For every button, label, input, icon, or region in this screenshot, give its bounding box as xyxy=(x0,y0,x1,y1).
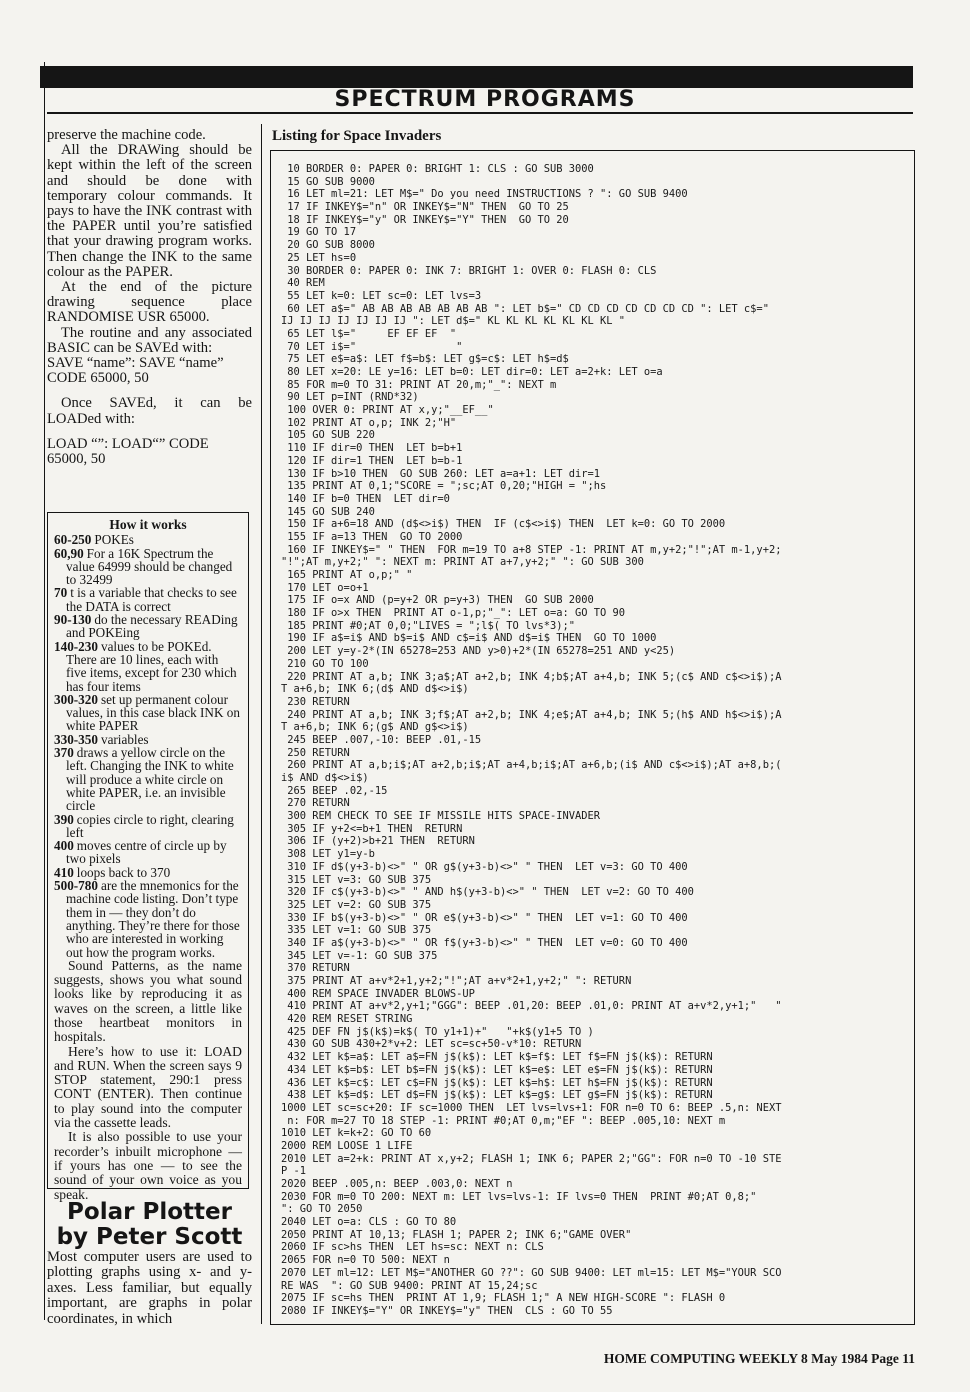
line-range: 400 xyxy=(54,838,74,854)
code-line: 110 IF dir=0 THEN LET b=b+1 xyxy=(281,442,463,455)
page-footer: HOME COMPUTING WEEKLY 8 May 1984 Page 11 xyxy=(603,1351,915,1366)
code-line: 2010 LET a=2+k: PRINT AT x,y+2; FLASH 1; INK 6; PAPER 2;"GG": FOR n=0 TO -10 STE xyxy=(281,1152,782,1165)
how-it-works-item xyxy=(54,533,242,546)
how-it-works-item xyxy=(54,586,242,613)
code-line: 345 LET v=-1: GO SUB 375 xyxy=(281,949,438,962)
line-description: do the necessary READing and POKEing xyxy=(66,612,238,641)
code-line: 160 IF INKEY$=" " THEN FOR m=19 TO a+8 STEP -1: PRINT AT m,y+2;"!";AT m-1,y+2; xyxy=(281,543,782,556)
how-it-works-item xyxy=(54,866,242,879)
line-description: set up permanent colour values, in this case black INK on white PAPER xyxy=(66,691,240,734)
line-range: 70 xyxy=(54,585,68,601)
how-it-works-item xyxy=(54,640,242,693)
code-line: 70 LET i$=" " xyxy=(281,340,463,353)
paragraph: Once SAVEd, it can be LOADed with: xyxy=(47,395,252,427)
how-it-works-box xyxy=(47,512,249,1202)
code-line: 2030 FOR m=0 TO 200: NEXT m: LET lvs=lvs-1: IF lvs=0 THEN PRINT #0;AT 0,8;" xyxy=(281,1190,757,1203)
line-range: 60,90 xyxy=(54,545,84,561)
left-column-article xyxy=(47,128,252,467)
code-line: T a+6,b; INK 6;(g$ AND g$<>i$) xyxy=(281,721,469,734)
code-line: 2020 BEEP .005,n: BEEP .003,0: NEXT n xyxy=(281,1178,513,1190)
line-range: 90-130 xyxy=(54,612,92,628)
code-line: 25 LET hs=0 xyxy=(281,251,357,264)
code-line: 250 RETURN xyxy=(281,746,350,759)
header-black-bar xyxy=(40,66,913,88)
code-line: 1000 LET sc=sc+20: IF sc=1000 THEN LET lvs=lvs+1: FOR n=0 TO 6: BEEP .5,n: NEXT xyxy=(281,1101,782,1114)
code-line: 436 LET k$=c$: LET c$=FN j$(k$): LET k$=h$: LET h$=FN j$(k$): RETURN xyxy=(281,1076,713,1089)
code-line: 1010 LET k=k+2: GO TO 60 xyxy=(281,1127,432,1140)
how-it-works-item xyxy=(54,693,242,733)
code-line: 65 LET l$=" EF EF EF " xyxy=(281,327,457,340)
how-it-works-title: How it works xyxy=(109,517,187,532)
line-description: are the mnemonics for the machine code listing. Don’t type them in — they don’t do anything. They’re there for those who are interested in working out how the program works. xyxy=(66,878,240,960)
paragraph: SAVE “name”: SAVE “name” CODE 65000, 50 xyxy=(47,355,224,387)
code-line: 432 LET k$=a$: LET a$=FN j$(k$): LET k$=f$: LET f$=FN j$(k$): RETURN xyxy=(281,1051,713,1064)
heading-line: Polar Plotter xyxy=(67,1199,232,1225)
line-description: copies circle to right, clearing left xyxy=(66,811,234,840)
code-line: "!";AT m,y+2;" ": NEXT m: PRINT AT a+7,y+2;" ": GO SUB 300 xyxy=(281,556,644,569)
code-line: 2000 REM LOOSE 1 LIFE xyxy=(281,1139,413,1152)
line-range: 370 xyxy=(54,745,74,761)
code-line: 85 FOR m=0 TO 31: PRINT AT 20,m;"_": NEXT m xyxy=(281,378,557,391)
basic-listing xyxy=(281,163,911,1318)
code-line: 330 IF b$(y+3-b)<>" " OR e$(y+3-b)<>" " THEN LET v=1: GO TO 400 xyxy=(281,911,688,924)
code-line: 130 IF b>10 THEN GO SUB 260: LET a=a+1: LET dir=1 xyxy=(281,467,601,480)
title-underline-rule xyxy=(47,112,913,114)
code-line: 60 LET a$=" AB AB AB AB AB AB AB ": LET b$=" CD CD CD CD CD CD CD ": LET c$=" xyxy=(281,302,769,315)
line-description: t is a variable that checks to see the DATA is correct xyxy=(66,585,237,614)
code-line: 140 IF b=0 THEN LET dir=0 xyxy=(281,492,450,505)
code-line: 434 LET k$=b$: LET b$=FN j$(k$): LET k$=e$: LET e$=FN j$(k$): RETURN xyxy=(281,1063,713,1076)
code-line: P -1 xyxy=(281,1165,307,1178)
code-line: 55 LET k=0: LET sc=0: LET lvs=3 xyxy=(281,289,482,302)
code-line: 2070 LET ml=12: LET M$="ANOTHER GO ??": GO SUB 9400: LET ml=15: LET M$="YOUR SCO xyxy=(281,1266,782,1279)
code-line: 15 GO SUB 9000 xyxy=(281,175,375,188)
code-line: 19 GO TO 17 xyxy=(281,226,357,239)
code-line: 20 GO SUB 8000 xyxy=(281,239,375,252)
heading-line: by Peter Scott xyxy=(56,1224,243,1250)
how-it-works-item xyxy=(54,813,242,840)
code-line: 40 REM xyxy=(281,277,325,290)
paragraph: The routine and any associated BASIC can be SAVEd with: xyxy=(47,324,252,356)
code-line: 2040 LET o=a: CLS : GO TO 80 xyxy=(281,1216,457,1229)
code-line: 10 BORDER 0: PAPER 0: BRIGHT 1: CLS : GO SUB 3000 xyxy=(281,163,594,175)
code-line: 2050 PRINT AT 10,13; FLASH 1; PAPER 2; INK 6;"GAME OVER" xyxy=(281,1228,632,1241)
code-line: 2060 IF sc>hs THEN LET hs=sc: NEXT n: CLS xyxy=(281,1241,544,1254)
paragraph: Sound Patterns, as the name suggests, shows you what sound looks like by reproducing it as waves on the screen, a little like those heartbeat monitors in hospitals. xyxy=(54,957,242,1045)
code-line: 370 RETURN xyxy=(281,962,350,975)
code-line: 102 PRINT AT o,p; INK 2;"H" xyxy=(281,416,457,429)
line-range: 140-230 xyxy=(54,638,98,654)
how-it-works-item xyxy=(54,839,242,866)
line-description: POKEs xyxy=(94,532,134,548)
paragraph: At the end of the picture drawing sequence place RANDOMISE USR 65000. xyxy=(47,279,252,326)
line-range: 390 xyxy=(54,811,74,827)
how-it-works-item xyxy=(54,746,242,812)
line-range: 300-320 xyxy=(54,691,98,707)
code-line: 18 IF INKEY$="y" OR INKEY$="Y" THEN GO TO 20 xyxy=(281,213,569,226)
code-line: 16 LET ml=21: LET M$=" Do you need INSTRUCTIONS ? ": GO SUB 9400 xyxy=(281,188,688,201)
line-range: 500-780 xyxy=(54,878,98,894)
line-description: values to be POKEd. There are 10 lines, each with five items, except for 230 which has four items xyxy=(66,638,237,694)
how-it-works-item xyxy=(54,613,242,640)
code-line: i$ AND d$<>i$) xyxy=(281,772,369,784)
line-description: moves centre of circle up by two pixels xyxy=(66,838,227,867)
code-line: IJ IJ IJ IJ IJ IJ IJ ": LET d$=" KL KL KL KL KL KL KL " xyxy=(281,315,626,328)
line-description: For a 16K Spectrum the value 64999 should be changed to 32499 xyxy=(66,545,233,588)
code-line: RE WAS ": GO SUB 9400: PRINT AT 15,24;sc xyxy=(281,1279,538,1292)
section-title: SPECTRUM PROGRAMS xyxy=(334,87,636,112)
code-line: 170 LET o=o+1 xyxy=(281,581,369,594)
paragraph: LOAD “”: LOAD“” CODE 65000, 50 xyxy=(47,435,209,468)
code-line: 270 RETURN xyxy=(281,797,350,810)
code-line: 120 IF dir=1 THEN LET b=b-1 xyxy=(281,454,463,467)
code-line: 438 LET k$=d$: LET d$=FN j$(k$): LET k$=g$: LET g$=FN j$(k$): RETURN xyxy=(281,1089,713,1102)
code-line: 90 LET p=INT (RND*32) xyxy=(281,391,419,404)
line-range: 60-250 xyxy=(54,532,92,548)
code-line: 180 IF o>x THEN PRINT AT o-1,p;"_": LET o=a: GO TO 90 xyxy=(281,607,626,620)
polar-plotter-intro: Most computer users are used to plotting graphs using x- and y-axes. Less familiar, but equally important, are graphs in polar coordinates, in which xyxy=(47,1249,252,1327)
code-line: 400 REM SPACE INVADER BLOWS-UP xyxy=(281,987,475,1000)
code-line: 340 IF a$(y+3-b)<>" " OR f$(y+3-b)<>" " THEN LET v=0: GO TO 400 xyxy=(281,936,688,949)
code-line: 420 REM RESET STRING xyxy=(281,1013,413,1026)
code-line: n: FOR m=27 TO 18 STEP -1: PRINT #0;AT 0,m;"EF ": BEEP .005,10: NEXT m xyxy=(281,1114,726,1127)
code-line: 175 IF o=x AND (p=y+2 OR p=y+3) THEN GO SUB 2000 xyxy=(281,594,594,607)
code-line: 135 PRINT AT 0,1;"SCORE = ";sc;AT 0,20;"HIGH = ";hs xyxy=(281,480,607,493)
listing-title: Listing for Space Invaders xyxy=(272,128,442,144)
code-line: 315 LET v=3: GO SUB 375 xyxy=(281,873,432,886)
how-it-works-item xyxy=(54,733,242,746)
code-line: 17 IF INKEY$="n" OR INKEY$="N" THEN GO TO 25 xyxy=(281,201,569,214)
how-it-works-item xyxy=(54,879,242,959)
paragraph: All the DRAWing should be kept within the left of the screen and should be done with temporary colour commands. It pays to have the INK contrast with the PAPER until you’re satisfied that your drawing program works. Then change the INK to the same colour as the PAPER. xyxy=(47,142,252,280)
paragraph: preserve the machine code. xyxy=(47,127,206,143)
code-line: 245 BEEP .007,-10: BEEP .01,-15 xyxy=(281,733,482,746)
code-line: 155 IF a=13 THEN GO TO 2000 xyxy=(281,530,463,543)
code-line: 210 GO TO 100 xyxy=(281,657,369,670)
code-line: 308 LET y1=y-b xyxy=(281,848,375,861)
code-line: 190 IF a$=i$ AND b$=i$ AND c$=i$ AND d$=i$ THEN GO TO 1000 xyxy=(281,632,657,645)
code-line: 145 GO SUB 240 xyxy=(281,505,375,518)
code-line: 320 IF c$(y+3-b)<>" " AND h$(y+3-b)<>" " THEN LET v=2: GO TO 400 xyxy=(281,886,694,899)
code-line: 2065 FOR n=0 TO 500: NEXT n xyxy=(281,1254,450,1267)
line-description: draws a yellow circle on the left. Changing the INK to white will produce a white circle on white PAPER, i.e. an invisible circle xyxy=(66,745,234,814)
code-line: 305 IF y+2<=b+1 THEN RETURN xyxy=(281,822,463,835)
code-line: 335 LET v=1: GO SUB 375 xyxy=(281,924,432,937)
code-line: ": GO TO 2050 xyxy=(281,1203,363,1216)
code-line: 410 PRINT AT a+v*2,y+1;"GGG": BEEP .01,20: BEEP .01,0: PRINT AT a+v*2,y+1;" " xyxy=(281,1000,782,1013)
how-it-works-item xyxy=(54,547,242,587)
code-line: 185 PRINT #0;AT 0,0;"LIVES = ";l$( TO lvs*3);" xyxy=(281,619,576,632)
code-line: 425 DEF FN j$(k$)=k$( TO y1+1)+" "+k$(y1+5 TO ) xyxy=(281,1025,594,1038)
code-line: 30 BORDER 0: PAPER 0: INK 7: BRIGHT 1: OVER 0: FLASH 0: CLS xyxy=(281,264,657,277)
line-description: variables xyxy=(100,731,149,747)
code-line: 80 LET x=20: LE y=16: LET b=0: LET dir=0: LET a=2+k: LET o=a xyxy=(281,366,663,378)
code-line: 2080 IF INKEY$="Y" OR INKEY$="y" THEN CLS : GO TO 55 xyxy=(281,1304,613,1317)
paragraph: Here’s how to use it: LOAD and RUN. When the screen says 9 STOP statement, 290:1 press CONT (ENTER). Then continue to play sound into the computer via the cassette leads. xyxy=(54,1043,242,1131)
left-margin-rule xyxy=(44,62,45,1320)
line-range: 410 xyxy=(54,864,74,880)
code-line: 260 PRINT AT a,b;i$;AT a+2,b;i$;AT a+4,b;i$;AT a+6,b;(i$ AND c$<>i$);AT a+8,b;( xyxy=(281,759,782,772)
code-line: 220 PRINT AT a,b; INK 3;a$;AT a+2,b; INK 4;b$;AT a+4,b; INK 5;(c$ AND c$<>i$);A xyxy=(281,670,782,683)
code-line: 265 BEEP .02,-15 xyxy=(281,784,388,797)
how-it-works-list xyxy=(54,533,242,959)
code-line: T a+6,b; INK 6;(d$ AND d$<>i$) xyxy=(281,683,469,696)
code-line: 200 LET y=y-2*(IN 65278=253 AND y>0)+2*(IN 65278=251 AND y<25) xyxy=(281,645,676,658)
code-line: 230 RETURN xyxy=(281,695,350,708)
column-divider xyxy=(261,124,262,1324)
code-line: 165 PRINT AT o,p;" " xyxy=(281,569,413,581)
code-line: 105 GO SUB 220 xyxy=(281,429,375,442)
line-description: loops back to 370 xyxy=(76,864,171,880)
code-line: 75 LET e$=a$: LET f$=b$: LET g$=c$: LET h$=d$ xyxy=(281,353,569,366)
code-line: 325 LET v=2: GO SUB 375 xyxy=(281,898,432,911)
code-line: 430 GO SUB 430+2*v+2: LET sc=sc+50-v*10: RETURN xyxy=(281,1038,582,1051)
paragraph: It is also possible to use your recorder’s inbuilt microphone — if yours has one — to see the sound of your own voice as you speak. xyxy=(54,1129,242,1202)
code-line: 306 IF (y+2)>b+21 THEN RETURN xyxy=(281,835,475,848)
code-line: 2075 IF sc=hs THEN PRINT AT 1,9; FLASH 1;" A NEW HIGH-SCORE ": FLASH 0 xyxy=(281,1292,726,1305)
code-line: 300 REM CHECK TO SEE IF MISSILE HITS SPACE-INVADER xyxy=(281,810,601,823)
code-line: 375 PRINT AT a+v*2+1,y+2;"!";AT a+v*2+1,y+2;" ": RETURN xyxy=(281,975,632,987)
code-line: 150 IF a+6=18 AND (d$<>i$) THEN IF (c$<>i$) THEN LET k=0: GO TO 2000 xyxy=(281,518,726,531)
polar-plotter-heading xyxy=(47,1200,252,1250)
code-line: 100 OVER 0: PRINT AT x,y;"__EF__" xyxy=(281,404,494,417)
code-line: 240 PRINT AT a,b; INK 3;f$;AT a+2,b; INK 4;e$;AT a+4,b; INK 5;(h$ AND h$<>i$);A xyxy=(281,708,782,721)
line-range: 330-350 xyxy=(54,731,98,747)
code-line: 310 IF d$(y+3-b)<>" " OR g$(y+3-b)<>" " THEN LET v=3: GO TO 400 xyxy=(281,860,688,873)
